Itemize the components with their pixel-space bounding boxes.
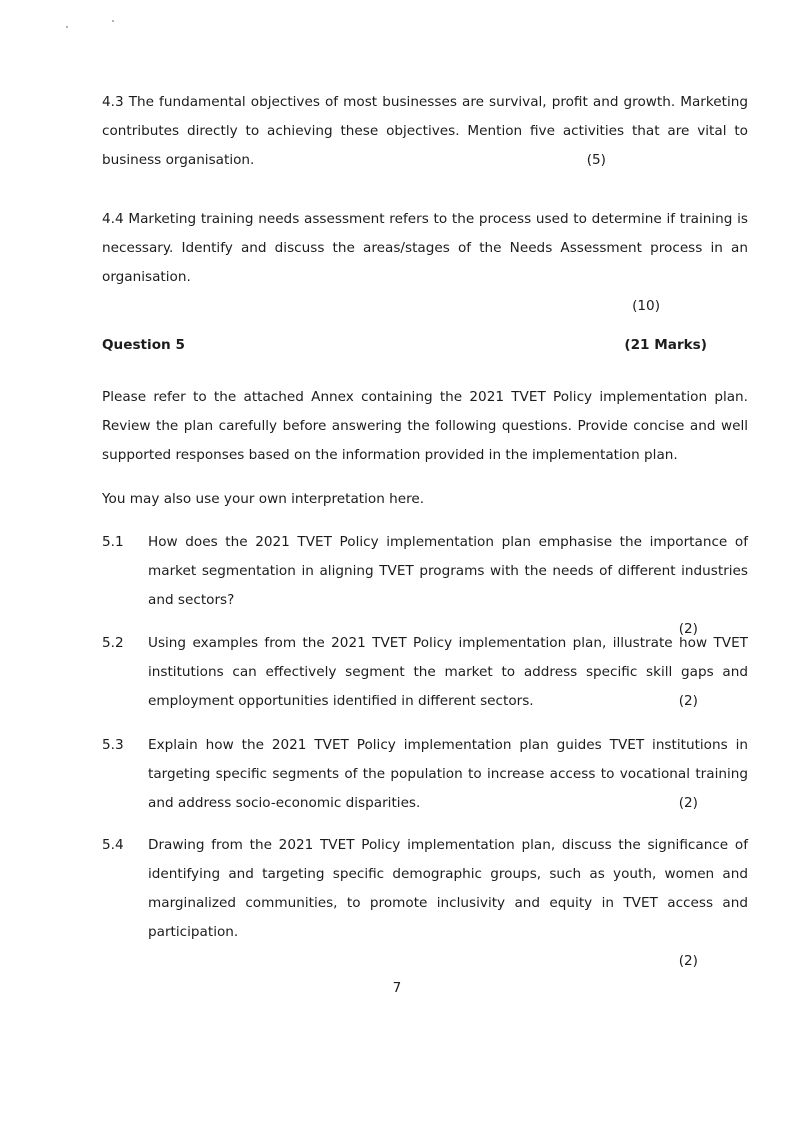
question-text: How does the 2021 TVET Policy implementation plan emphasise the importance of market segmentation in aligning TVET programs with the needs of different industries and sectors?	[148, 534, 748, 608]
question-marks: (2)	[678, 795, 698, 811]
question-5-2	[102, 629, 748, 716]
question-5-1	[102, 528, 748, 644]
page-number: 7	[392, 980, 402, 996]
question-4-4-text: 4.4 Marketing training needs assessment refers to the process used to determine if training is necessary. Identify and discuss the areas/stages of the Needs Assessment process in an organisation.	[102, 211, 748, 285]
question-marks: (2)	[678, 693, 698, 709]
question-number: 5.2	[102, 635, 124, 651]
question-number: 5.3	[102, 737, 124, 753]
question-5-4	[102, 831, 748, 976]
question-number: 5.1	[102, 534, 124, 550]
question-5-intro: Please refer to the attached Annex containing the 2021 TVET Policy implementation plan. Review the plan carefully before answering the following questions. Provide concise and well supported responses based on the information provided in the implementation plan.	[102, 389, 748, 463]
question-5-title: Question 5	[102, 337, 185, 353]
question-5-note: You may also use your own interpretation here.	[102, 491, 425, 507]
scan-speck	[112, 20, 114, 22]
scan-speck	[66, 26, 68, 28]
question-5-total-marks: (21 Marks)	[624, 337, 707, 353]
question-5-heading	[102, 337, 707, 353]
question-5-3	[102, 731, 748, 818]
question-4-3-marks: (5)	[586, 152, 606, 168]
question-4-4-marks: (10)	[632, 298, 660, 314]
question-marks: (2)	[678, 953, 698, 969]
question-text: Drawing from the 2021 TVET Policy implementation plan, discuss the significance of identifying and targeting specific demographic groups, such as youth, women and marginalized communities, to promote inclusivity and equity in TVET access and participation.	[148, 837, 748, 940]
question-4-4	[102, 205, 748, 321]
question-text: Using examples from the 2021 TVET Policy implementation plan, illustrate how TVET institutions can effectively segment the market to address specific skill gaps and employment opportunities identified in different sectors.	[148, 635, 748, 709]
question-4-3	[102, 88, 748, 175]
question-marks: (2)	[678, 621, 698, 637]
question-4-3-text: 4.3 The fundamental objectives of most businesses are survival, profit and growth. Marketing contributes directly to achieving these objectives. Mention five activities that are vital to business organisation.	[102, 94, 748, 168]
question-number: 5.4	[102, 837, 124, 853]
question-text: Explain how the 2021 TVET Policy implementation plan guides TVET institutions in targeting specific segments of the population to increase access to vocational training and address socio-economic disparities.	[148, 737, 748, 811]
